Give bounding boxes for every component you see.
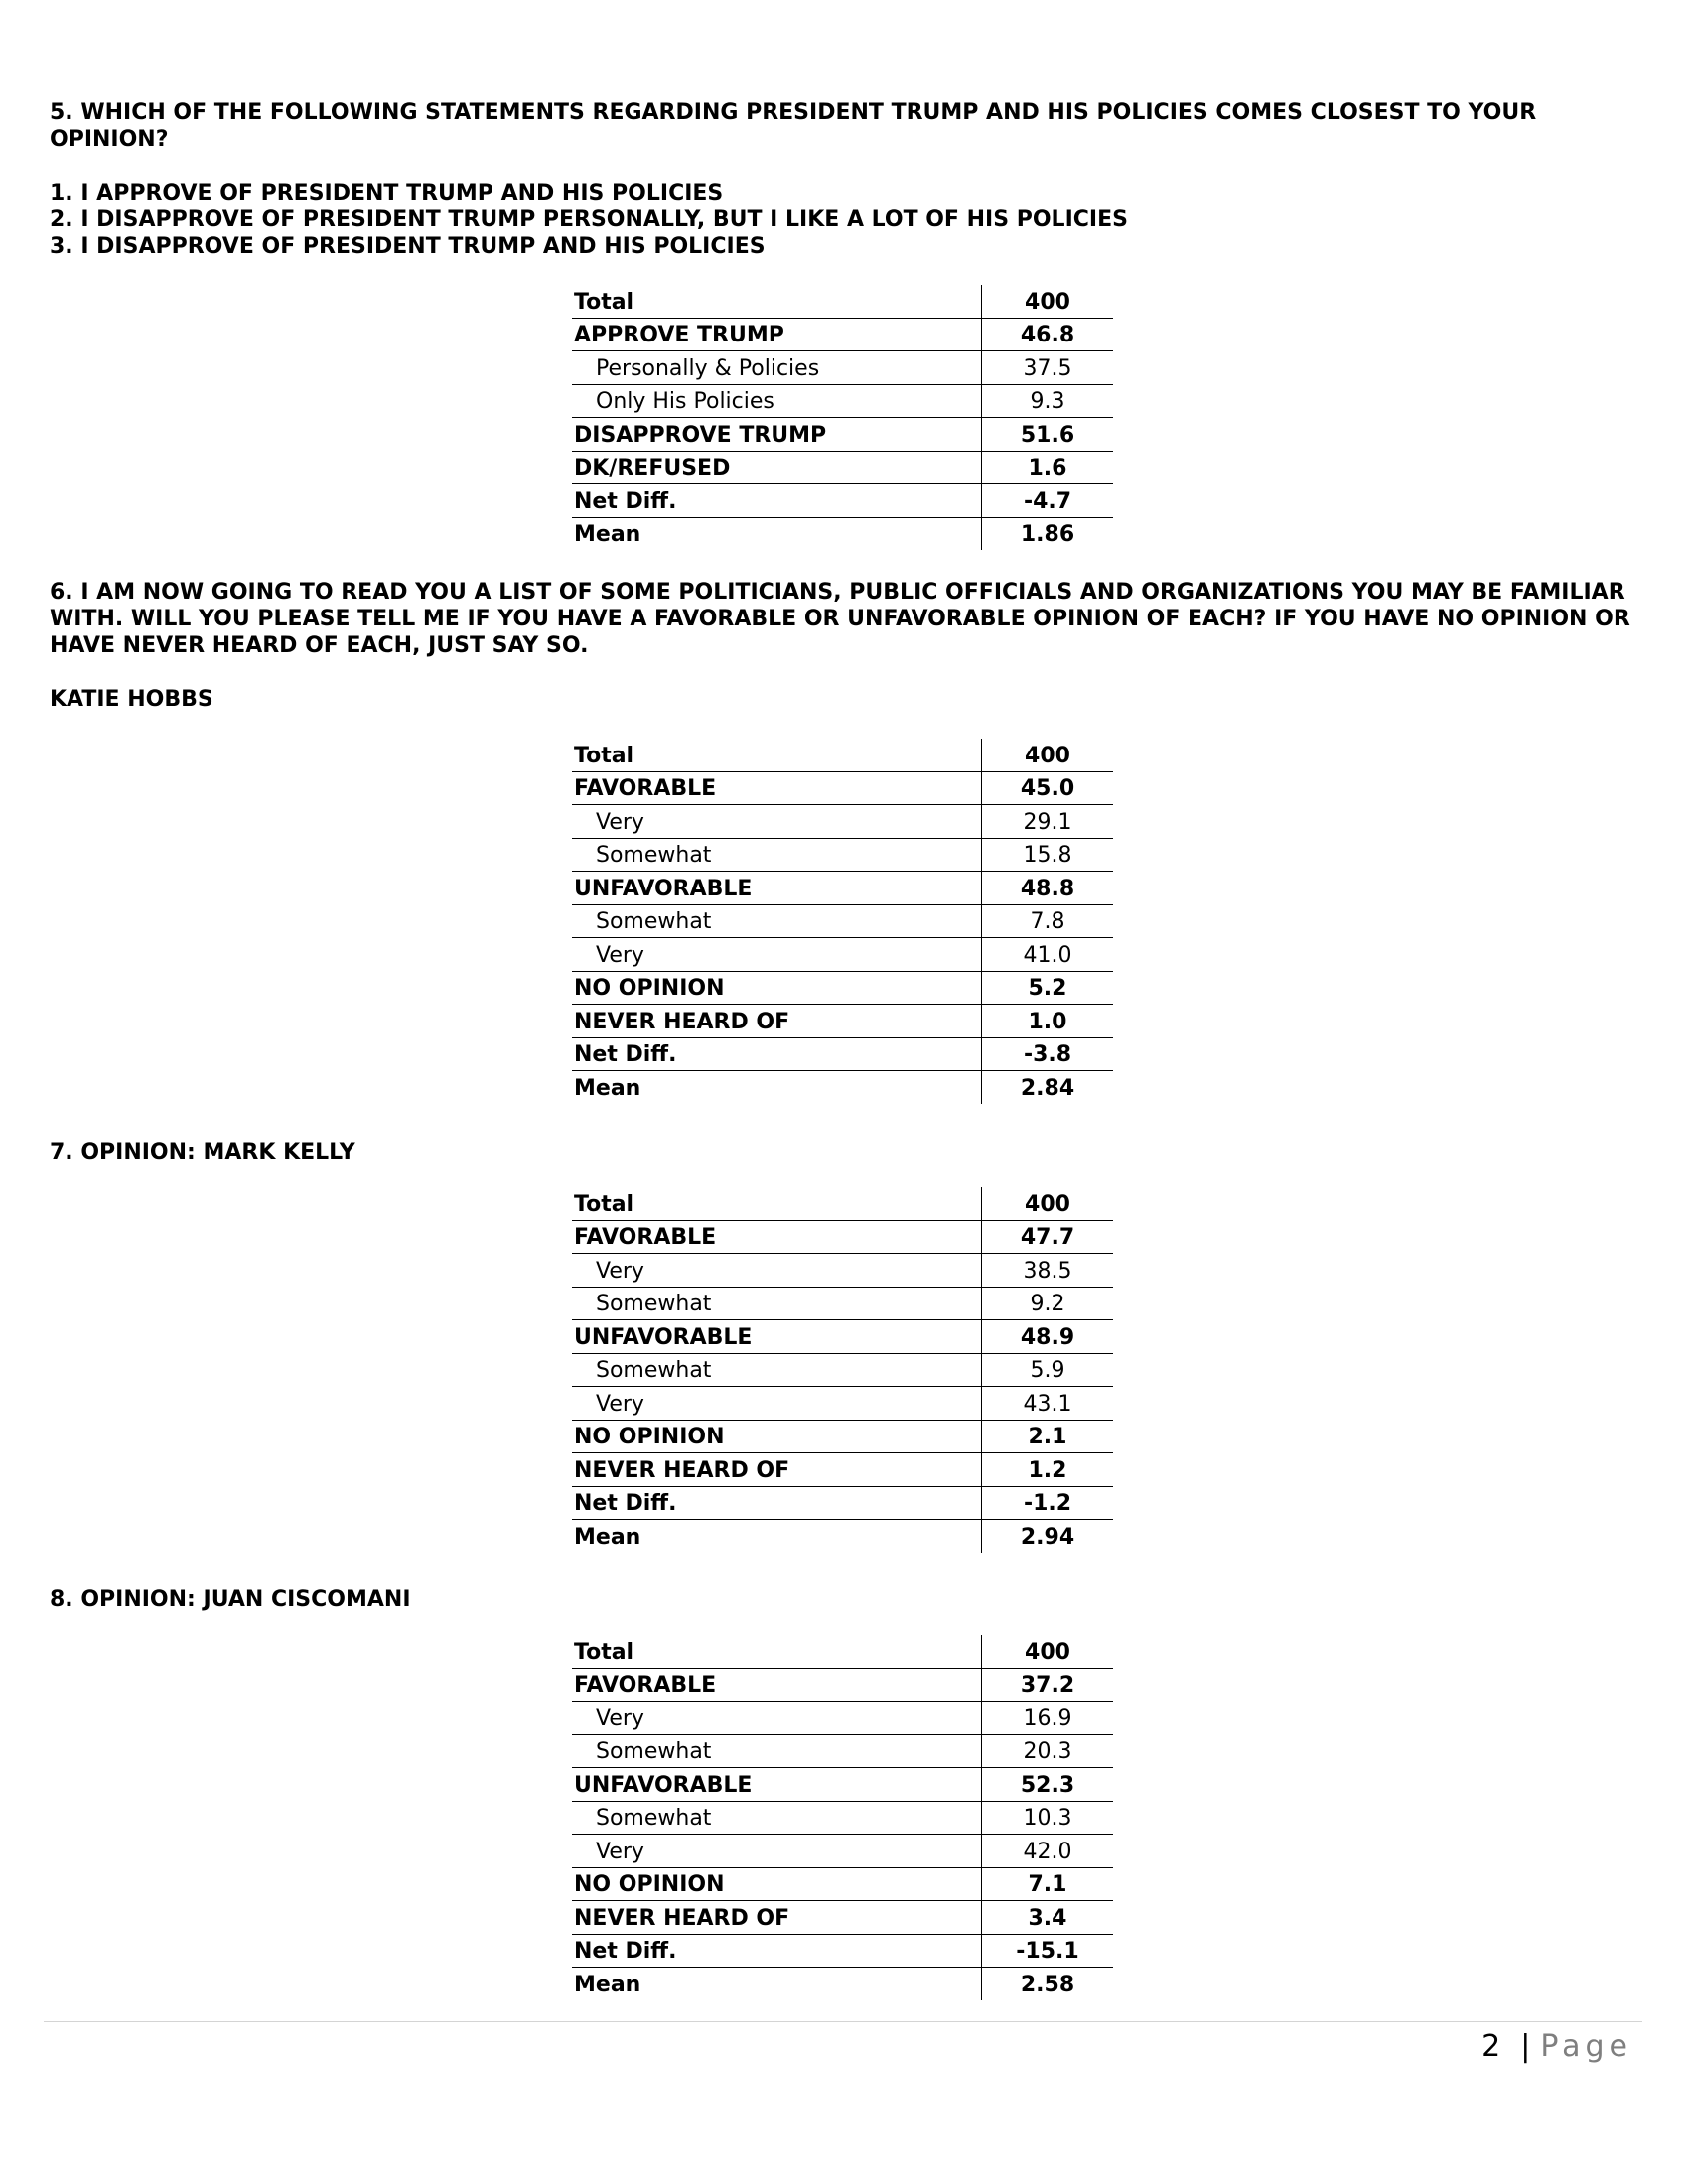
table-row xyxy=(572,1702,1113,1735)
row-label: Only His Policies xyxy=(572,384,982,418)
question-5-text: 5. WHICH OF THE FOLLOWING STATEMENTS REGARDING PRESIDENT TRUMP AND HIS POLICIES COMES CLOSEST TO YOUR OPINION? xyxy=(50,100,1537,152)
question-6-text: 6. I AM NOW GOING TO READ YOU A LIST OF SOME POLITICIANS, PUBLIC OFFICIALS AND ORGANIZATIONS YOU MAY BE FAMILIAR WITH. WILL YOU PLEASE TELL ME IF YOU HAVE A FAVORABLE OR UNFAVORABLE OPINION OF EACH? IF YOU HAVE NO OPINION OR HAVE NEVER HEARD OF EACH, JUST SAY SO. xyxy=(50,580,1630,658)
row-label: Somewhat xyxy=(572,904,982,938)
table-q6 xyxy=(572,739,1113,1104)
question-5-option-2: 2. I DISAPPROVE OF PRESIDENT TRUMP PERSONALLY, BUT I LIKE A LOT OF HIS POLICIES xyxy=(50,207,1128,232)
table-row xyxy=(572,1635,1113,1668)
table-row xyxy=(572,739,1113,771)
page-label: Page xyxy=(1540,2029,1632,2064)
table-row xyxy=(572,384,1113,418)
row-label: Mean xyxy=(574,1524,641,1550)
table-row xyxy=(572,285,1113,318)
row-label: NEVER HEARD OF xyxy=(572,1005,982,1038)
row-value: 1.6 xyxy=(982,451,1114,484)
table-row xyxy=(572,1220,1113,1254)
row-value: 52.3 xyxy=(982,1768,1114,1802)
row-label: Somewhat xyxy=(572,1287,982,1320)
row-label: Somewhat xyxy=(572,1734,982,1768)
row-value: 42.0 xyxy=(982,1835,1114,1868)
row-label: FAVORABLE xyxy=(572,771,982,805)
row-label: Personally & Policies xyxy=(572,351,982,385)
row-label: NO OPINION xyxy=(572,1420,982,1453)
row-label: Net Diff. xyxy=(572,484,982,518)
row-label: Total xyxy=(572,1187,982,1220)
row-label: Total xyxy=(572,739,982,771)
row-value: 2.1 xyxy=(982,1420,1114,1453)
row-value: -1.2 xyxy=(982,1486,1114,1520)
row-value: -15.1 xyxy=(982,1934,1114,1968)
row-value: 3.4 xyxy=(982,1901,1114,1935)
row-value: 400 xyxy=(982,1635,1114,1668)
row-label: Total xyxy=(572,1635,982,1668)
table-row xyxy=(572,1734,1113,1768)
table-row xyxy=(572,1287,1113,1320)
row-label: Somewhat xyxy=(572,1801,982,1835)
row-label: Very xyxy=(572,1835,982,1868)
table-row xyxy=(572,1187,1113,1220)
question-6 xyxy=(50,579,1638,713)
table-row xyxy=(572,484,1113,518)
table-row xyxy=(572,1486,1113,1520)
table-row xyxy=(572,904,1113,938)
row-label: Mean xyxy=(574,1972,641,1997)
table-row xyxy=(572,1668,1113,1702)
row-value: 29.1 xyxy=(982,805,1114,839)
table-row xyxy=(572,1901,1113,1935)
row-label: FAVORABLE xyxy=(572,1668,982,1702)
table-row xyxy=(572,805,1113,839)
footer-divider xyxy=(44,2021,1642,2022)
row-value: -3.8 xyxy=(982,1037,1114,1071)
question-7-text: 7. OPINION: MARK KELLY xyxy=(50,1140,355,1164)
row-value: 400 xyxy=(982,739,1114,771)
page-footer xyxy=(1481,2029,1632,2064)
row-value: 20.3 xyxy=(982,1734,1114,1768)
row-value: 9.3 xyxy=(982,384,1114,418)
row-label: Mean xyxy=(574,1075,641,1101)
table-row xyxy=(572,1453,1113,1487)
row-label: APPROVE TRUMP xyxy=(572,318,982,351)
row-label: Net Diff. xyxy=(572,1934,982,1968)
row-value: 41.0 xyxy=(982,938,1114,972)
row-label: Mean xyxy=(574,522,641,547)
row-label: NO OPINION xyxy=(572,971,982,1005)
row-label: FAVORABLE xyxy=(572,1220,982,1254)
table-row xyxy=(572,1801,1113,1835)
row-value: 45.0 xyxy=(982,771,1114,805)
row-value: 400 xyxy=(982,285,1114,318)
row-label: NEVER HEARD OF xyxy=(572,1901,982,1935)
table-row xyxy=(572,1387,1113,1421)
table-row xyxy=(572,418,1113,452)
table-row xyxy=(572,1968,1113,2000)
table-row xyxy=(572,1037,1113,1071)
table-row xyxy=(572,838,1113,872)
row-label: UNFAVORABLE xyxy=(572,1768,982,1802)
row-label: Very xyxy=(572,1702,982,1735)
row-label: Somewhat xyxy=(572,838,982,872)
table-row xyxy=(572,971,1113,1005)
table-row xyxy=(572,351,1113,385)
row-value: 5.9 xyxy=(982,1353,1114,1387)
row-value: 37.2 xyxy=(982,1668,1114,1702)
row-label: NO OPINION xyxy=(572,1867,982,1901)
table-row xyxy=(572,1520,1113,1553)
row-value: 37.5 xyxy=(982,351,1114,385)
row-value: 48.9 xyxy=(982,1320,1114,1354)
row-label: Very xyxy=(572,938,982,972)
row-label: Very xyxy=(572,1387,982,1421)
row-value: 9.2 xyxy=(982,1287,1114,1320)
row-label: UNFAVORABLE xyxy=(572,1320,982,1354)
row-value: 16.9 xyxy=(982,1702,1114,1735)
row-value: 38.5 xyxy=(982,1254,1114,1288)
table-row xyxy=(572,771,1113,805)
row-value: 7.1 xyxy=(982,1867,1114,1901)
row-label: Total xyxy=(572,285,982,318)
table-row xyxy=(572,318,1113,351)
question-5-option-3: 3. I DISAPPROVE OF PRESIDENT TRUMP AND HIS POLICIES xyxy=(50,234,766,259)
table-row xyxy=(572,451,1113,484)
table-row xyxy=(572,1420,1113,1453)
table-row xyxy=(572,1934,1113,1968)
row-label: DK/REFUSED xyxy=(572,451,982,484)
table-q8 xyxy=(572,1635,1113,2000)
row-value: 1.86 xyxy=(982,517,1114,550)
question-6-subject: KATIE HOBBS xyxy=(50,687,213,712)
question-7 xyxy=(50,1139,1638,1165)
table-row xyxy=(572,938,1113,972)
row-label: Somewhat xyxy=(572,1353,982,1387)
row-value: 2.58 xyxy=(982,1968,1114,2000)
table-row xyxy=(572,517,1113,550)
question-5 xyxy=(50,99,1638,260)
table-q7 xyxy=(572,1187,1113,1553)
row-label: NEVER HEARD OF xyxy=(572,1453,982,1487)
table-row xyxy=(572,1005,1113,1038)
table-q5 xyxy=(572,285,1113,550)
row-value: 46.8 xyxy=(982,318,1114,351)
row-value: 7.8 xyxy=(982,904,1114,938)
row-value: 2.94 xyxy=(982,1520,1114,1553)
row-value: 48.8 xyxy=(982,872,1114,905)
table-row xyxy=(572,1867,1113,1901)
table-row xyxy=(572,1835,1113,1868)
page-separator: | xyxy=(1520,2029,1531,2064)
row-value: -4.7 xyxy=(982,484,1114,518)
row-label: Net Diff. xyxy=(572,1037,982,1071)
row-label: Net Diff. xyxy=(572,1486,982,1520)
row-label: UNFAVORABLE xyxy=(572,872,982,905)
table-row xyxy=(572,1320,1113,1354)
row-label: Very xyxy=(572,1254,982,1288)
table-row xyxy=(572,1768,1113,1802)
table-row xyxy=(572,1353,1113,1387)
question-5-option-1: 1. I APPROVE OF PRESIDENT TRUMP AND HIS POLICIES xyxy=(50,181,724,205)
question-8-text: 8. OPINION: JUAN CISCOMANI xyxy=(50,1587,411,1612)
row-value: 43.1 xyxy=(982,1387,1114,1421)
table-row xyxy=(572,1254,1113,1288)
row-value: 5.2 xyxy=(982,971,1114,1005)
row-value: 2.84 xyxy=(982,1071,1114,1104)
table-row xyxy=(572,872,1113,905)
row-value: 400 xyxy=(982,1187,1114,1220)
row-label: Very xyxy=(572,805,982,839)
question-8 xyxy=(50,1586,1638,1613)
row-value: 51.6 xyxy=(982,418,1114,452)
page-number: 2 xyxy=(1481,2029,1501,2064)
row-value: 10.3 xyxy=(982,1801,1114,1835)
table-row xyxy=(572,1071,1113,1104)
row-value: 1.2 xyxy=(982,1453,1114,1487)
row-value: 1.0 xyxy=(982,1005,1114,1038)
row-label: DISAPPROVE TRUMP xyxy=(572,418,982,452)
row-value: 47.7 xyxy=(982,1220,1114,1254)
row-value: 15.8 xyxy=(982,838,1114,872)
